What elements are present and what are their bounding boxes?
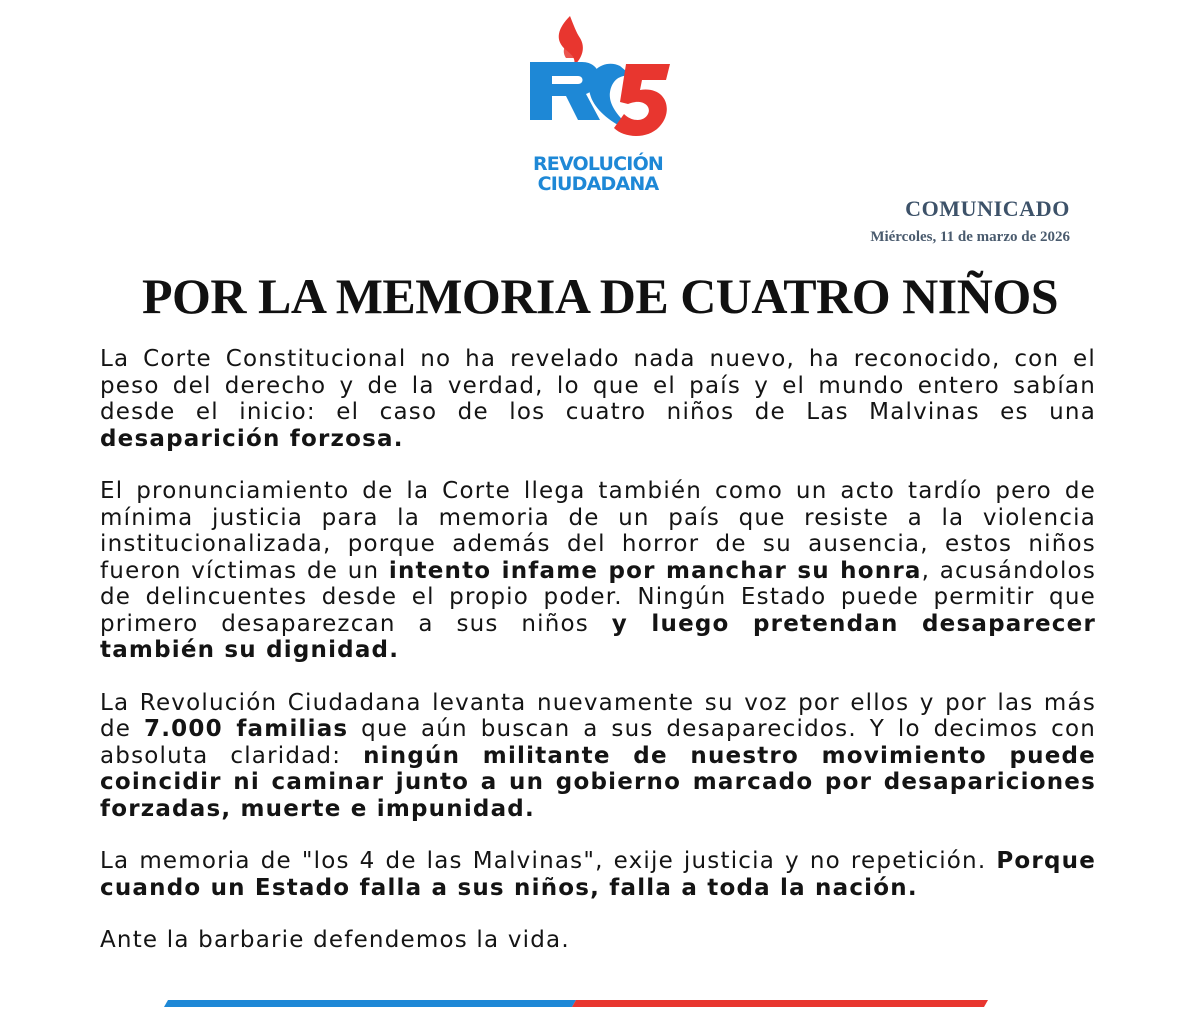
rc5-emblem-icon bbox=[520, 14, 676, 154]
paragraph-1: La Corte Constitucional no ha revelado nada nuevo, ha reconocido, con el peso del derecho y de la verdad, lo que el país y el mundo entero sabían desde el inicio: el caso de los cuatro niños de Las Malvinas es una desaparición forzosa. bbox=[100, 346, 1096, 452]
footer-divider bbox=[164, 1000, 988, 1007]
flame-icon bbox=[559, 16, 583, 66]
comunicado-label: COMUNICADO bbox=[905, 196, 1070, 221]
footer-divider-blue bbox=[164, 1000, 576, 1007]
paragraph-4: La memoria de "los 4 de las Malvinas", exije justicia y no repetición. Porque cuando un Estado falla a sus niños, falla a toda la nación. bbox=[100, 848, 1096, 901]
paragraph-5: Ante la barbarie defendemos la vida. bbox=[100, 927, 570, 953]
page-title: POR LA MEMORIA DE CUATRO NIÑOS bbox=[141, 268, 1059, 324]
revolucion-ciudadana-logo bbox=[520, 14, 676, 200]
paragraph-2: El pronunciamiento de la Corte llega también como un acto tardío pero de mínima justicia para la memoria de un país que resiste a la violencia institucionalizada, porque además del horror de su ausencia, estos niños fueron víctimas de un intento infame por manchar su honra, acusándolos de delincuentes desde el propio poder. Ningún Estado puede permitir que primero desaparezcan a sus niños y luego pretendan desaparecer también su dignidad. bbox=[100, 478, 1096, 663]
paragraph-3: La Revolución Ciudadana levanta nuevamente su voz por ellos y por las más de 7.000 familias que aún buscan a sus desaparecidos. Y lo decimos con absoluta claridad: ningún militante de nuestro movimiento puede coincidir ni caminar junto a un gobierno marcado por desapariciones forzadas, muerte e impunidad. bbox=[100, 689, 1096, 822]
statement-body bbox=[100, 346, 1096, 980]
footer-divider-red bbox=[572, 1000, 988, 1007]
date-label: Miércoles, 11 de marzo de 2026 bbox=[870, 229, 1070, 245]
logo-text-line2: CIUDADANA bbox=[537, 173, 659, 195]
logo-text-line1: REVOLUCIÓN bbox=[532, 153, 664, 175]
